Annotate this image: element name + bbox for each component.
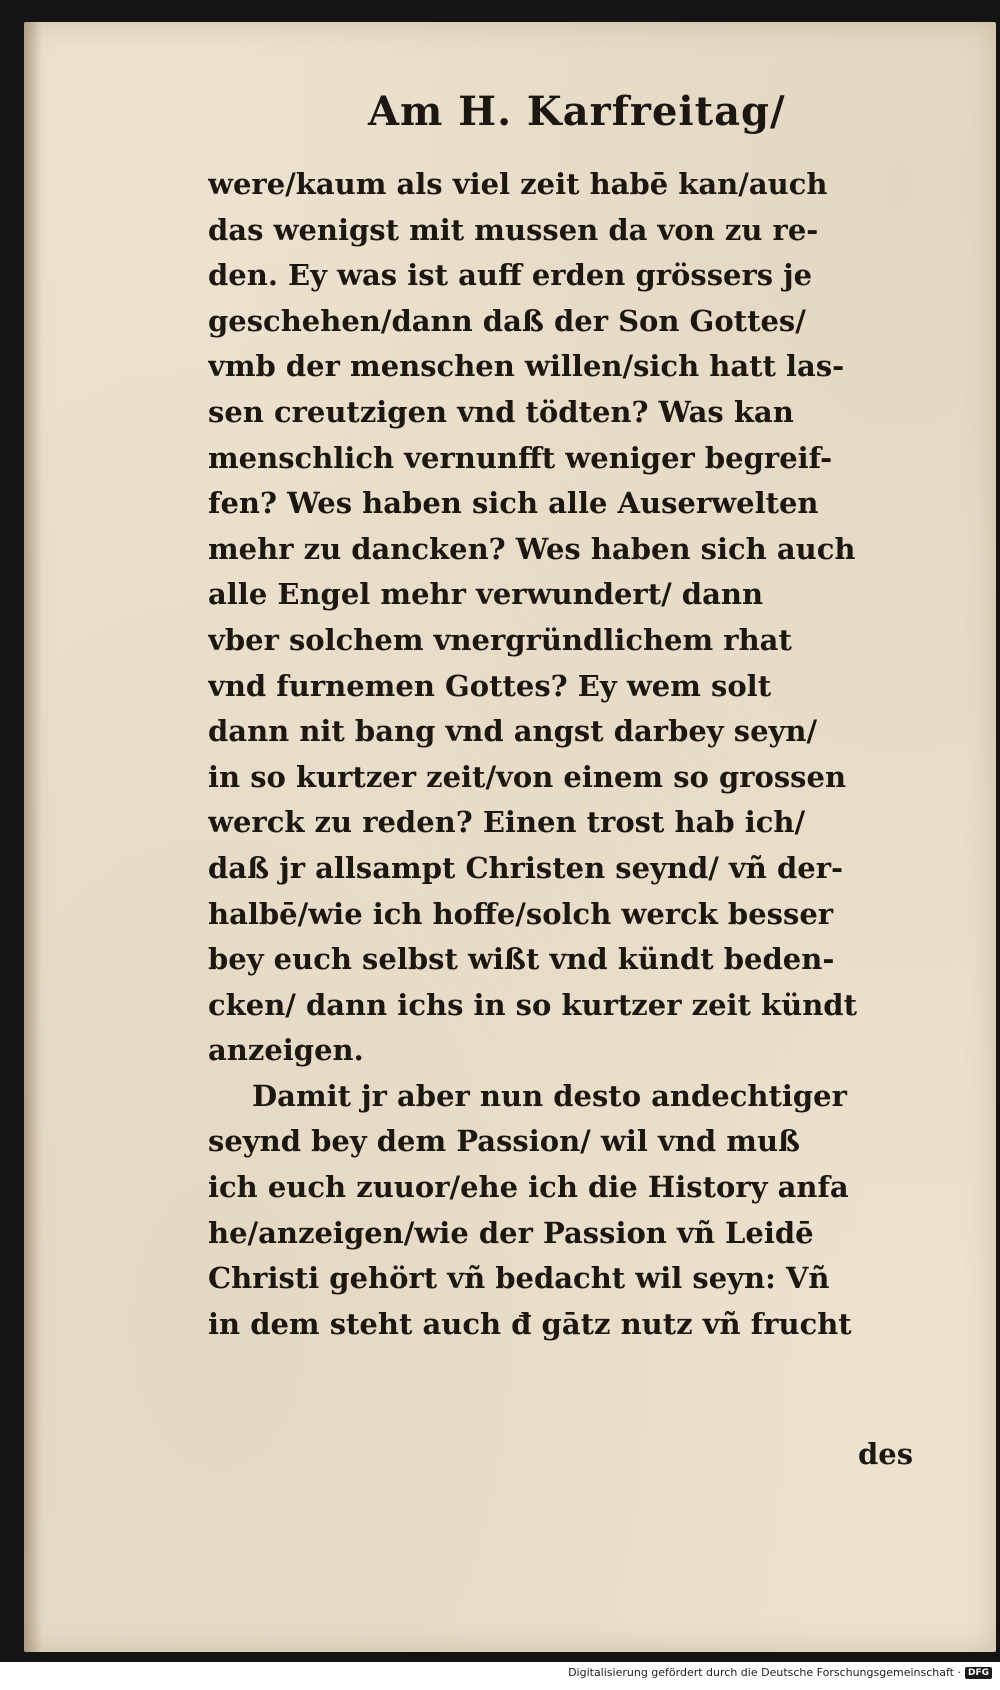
text-line: sen creutzigen vnd tödten? Was kan (208, 394, 794, 429)
running-head: Am H. Karfreitag/ (368, 88, 786, 135)
footer-credit-text: Digitalisierung gefördert durch die Deutsche Forschungsgemeinschaft · (568, 1666, 961, 1679)
text-line: bey euch selbst wißt vnd kündt beden- (208, 942, 835, 977)
text-line: das wenigst mit mussen da von zu re- (208, 212, 819, 247)
text-line: menschlich vernunfft weniger begreif- (208, 440, 833, 475)
text-line: fen? Wes haben sich alle Auserwelten (208, 486, 819, 521)
text-line: ich euch zuuor/ehe ich die History anfa (208, 1170, 849, 1205)
dfg-logo-icon: DFG (965, 1667, 992, 1679)
text-line: daß jr allsampt Christen seynd/ vñ der- (208, 850, 844, 885)
text-line: vber solchem vnergründlichem rhat (208, 622, 792, 657)
text-line: anzeigen. (208, 1033, 364, 1068)
text-line: in dem steht auch đ gātz nutz vñ frucht (208, 1306, 852, 1341)
paragraph-start-line: Damit jr aber nun desto andechtiger (252, 1078, 847, 1113)
text-line: were/kaum als viel zeit habē kan/auch (208, 167, 828, 201)
text-line: vnd furnemen Gottes? Ey wem solt (208, 668, 772, 703)
text-line: he/anzeigen/wie der Passion vñ Leidē (208, 1215, 814, 1250)
text-block (208, 162, 956, 1347)
catchword: des (858, 1437, 914, 1471)
page-gutter-shadow (24, 22, 42, 1652)
text-line: alle Engel mehr verwundert/ dann (208, 577, 764, 612)
text-line: cken/ dann ichs in so kurtzer zeit kündt (208, 987, 857, 1022)
text-line: halbē/wie ich hoffe/solch werck besser (208, 896, 834, 931)
text-line: in so kurtzer zeit/von einem so grossen (208, 759, 847, 794)
text-line: mehr zu dancken? Wes haben sich auch (208, 531, 856, 566)
text-line: werck zu reden? Einen trost hab ich/ (208, 805, 806, 840)
text-line: den. Ey was ist auff erden grössers je (208, 258, 813, 293)
text-line: Christi gehört vñ bedacht wil seyn: Vñ (208, 1261, 830, 1296)
text-line: seynd bey dem Passion/ wil vnd muß (208, 1124, 801, 1159)
text-line: dann nit bang vnd angst darbey seyn/ (208, 714, 818, 749)
digitization-footer (568, 1666, 992, 1679)
text-line: geschehen/dann daß der Son Gottes/ (208, 303, 806, 338)
text-line: vmb der menschen willen/sich hatt las- (208, 349, 845, 384)
